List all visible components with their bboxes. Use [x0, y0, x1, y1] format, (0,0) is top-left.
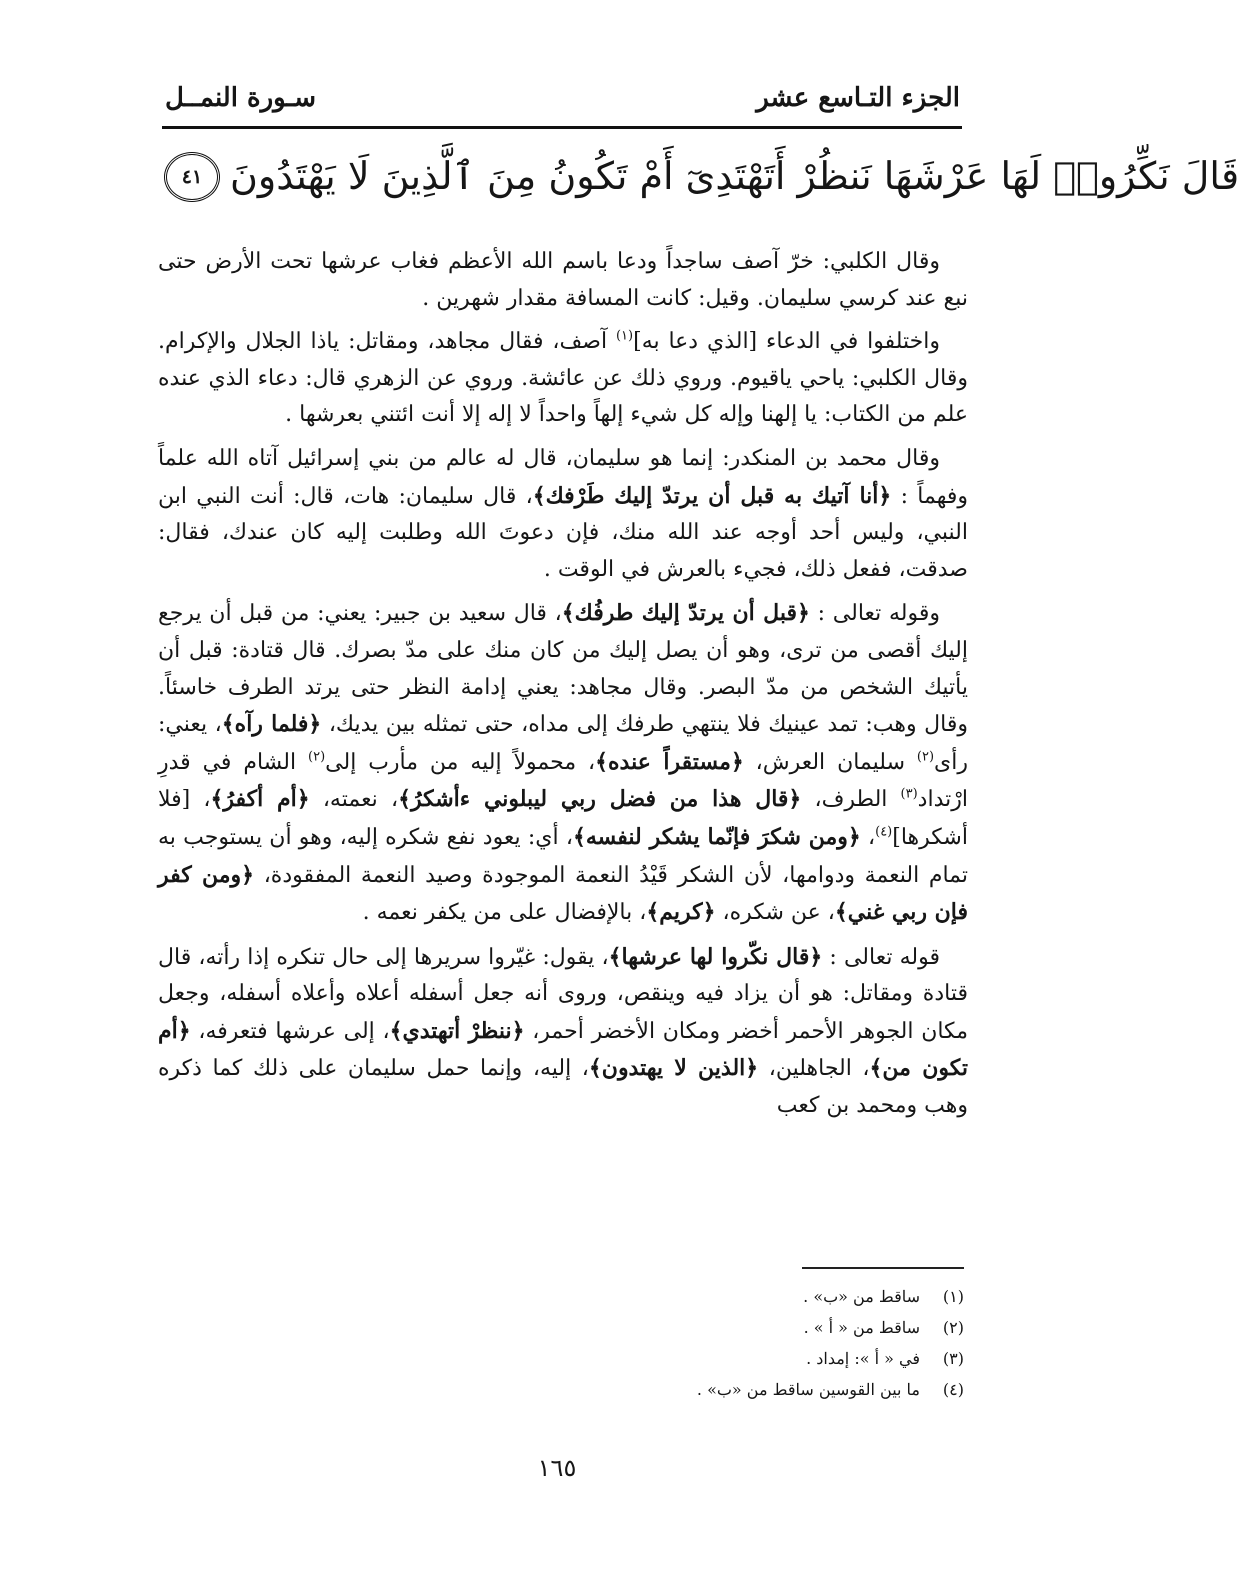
- body-paragraph: [158, 939, 968, 1125]
- footnote-ref: (٣): [900, 786, 918, 802]
- quran-quote: ﴿مستقراً عنده﴾: [595, 748, 744, 775]
- quran-quote: ﴿كريم﴾: [646, 899, 716, 926]
- page-header: [165, 74, 960, 122]
- body-text: الطرف،: [801, 787, 901, 813]
- footnote: [560, 1281, 964, 1312]
- body-text: سليمان العرش،: [743, 749, 917, 775]
- quran-quote: ﴿أم تكون من﴾: [158, 1017, 968, 1082]
- body-text: قوله تعالى :: [822, 944, 940, 970]
- footnote-ref: (٢): [308, 749, 326, 765]
- body-text: ، يعني: رأى: [158, 712, 969, 775]
- body-text: ، [فلا أشكرها]: [158, 787, 968, 850]
- body-text: ، أي: يعود نفع شكره إليه، وهو أن يستوجب به تمام النعمة ودوامها، لأن الشكر قَيْدُ النعمة الموجودة وصيد النعمة المفقودة،: [158, 824, 968, 888]
- quran-quote: ﴿الذين لا يهتدون﴾: [588, 1055, 759, 1082]
- body-text: الشام في قدرِ ارْتداد: [158, 749, 968, 813]
- footnote-number: (١): [942, 1287, 964, 1306]
- page-number: ١٦٥: [537, 1454, 577, 1482]
- footnote: [560, 1312, 964, 1343]
- verse-text: قَالَ نَكِّرُوا۟ لَهَا عَرْشَهَا نَنظُرْ أَتَهْتَدِىٓ أَمْ تَكُونُ مِنَ ٱلَّذِينَ لَا يَهْتَدُونَ: [230, 154, 1239, 199]
- body-text: ، يقول: غيّروا سريرها إلى حال تنكره إذا رأته، قال قتادة ومقاتل: هو أن يزاد فيه وينقص، وروى أنه جعل أسفله أعلاه وأعلاه أسفله، وجعل مكان الجوهر الأحمر أخضر ومكان الأخضر أحمر،: [158, 944, 968, 1044]
- footnote-text: ما بين القوسين ساقط من «ب» .: [696, 1380, 920, 1399]
- body-text: ، إليه، وإنما حمل سليمان على ذلك كما ذكره وهب ومحمد بن كعب: [158, 1056, 968, 1119]
- footnote: [560, 1343, 964, 1374]
- footnote-ref: (٢): [916, 749, 935, 765]
- body-text: وقوله تعالى :: [809, 601, 940, 627]
- footnote-rule: [802, 1267, 964, 1269]
- quran-quote: ﴿قال نكّروا لها عرشها﴾: [608, 943, 823, 970]
- footnote-ref: (١): [615, 328, 634, 344]
- body-text: واختلفوا في الدعاء [الذي دعا به]: [633, 329, 941, 355]
- body-text: ،: [860, 824, 876, 850]
- surah-title: سـورة النمــل: [165, 83, 317, 113]
- quran-quote: ﴿أم أكفرُ﴾: [210, 786, 310, 813]
- body-text: ، عن شكره،: [715, 900, 835, 926]
- footnote: [560, 1374, 964, 1405]
- footnote-text: ساقط من «ب» .: [803, 1287, 920, 1306]
- body-text: وقال الكلبي: خرّ آصف ساجداً ودعا باسم الله الأعظم فغاب عرشها تحت الأرض حتى نبع عند كرسي سليمان. وقيل: كانت المسافة مقدار شهرين .: [158, 249, 968, 311]
- quran-quote: ﴿قبل أن يرتدّ إليك طرفُك﴾: [561, 600, 810, 627]
- body-paragraph: [158, 441, 968, 588]
- footnote-ref: (٤): [875, 824, 893, 840]
- ayah-number-mark: ٤١: [164, 152, 220, 202]
- quran-verse: [158, 142, 1239, 212]
- quran-quote: ﴿قال هذا من فضل ربي ليبلوني ءأشكرُ﴾: [398, 786, 802, 813]
- body-text: ، نعمته،: [309, 787, 399, 813]
- header-rule: [162, 126, 962, 129]
- body-text: ، إلى عرشها فتعرفه،: [190, 1018, 390, 1044]
- quran-quote: ﴿ومن شكرَ فإنّما يشكر لنفسه﴾: [572, 823, 861, 850]
- footnotes: [560, 1281, 964, 1405]
- body-paragraph: [158, 244, 968, 317]
- footnote-text: ساقط من « أ » .: [803, 1318, 920, 1337]
- body-paragraph: [158, 324, 968, 434]
- body-text: وقال محمد بن المنكدر: إنما هو سليمان، قال له عالم من بني إسرائيل آتاه الله علماً وفهماً :: [158, 445, 968, 509]
- body-text: ، الجاهلين،: [758, 1056, 870, 1082]
- quran-quote: ﴿فلما رآه﴾: [221, 711, 322, 738]
- footnote-number: (٣): [942, 1349, 964, 1368]
- footnote-number: (٢): [942, 1318, 964, 1337]
- body-text: آصف، فقال مجاهد، ومقاتل: ياذا الجلال والإكرام. وقال الكلبي: ياحي ياقيوم. وروي ذلك عن عائشة. وروي عن الزهري قال: دعاء الذي عنده علم من الكتاب: يا إلهنا وإله كل شيء إلهاً واحداً لا إله إلا أنت ائتني بعرشها .: [158, 329, 968, 428]
- tafsir-body: [158, 244, 968, 1132]
- footnote-text: في « أ »: إمداد .: [806, 1349, 920, 1368]
- body-text: ، قال سليمان: هات، قال: أنت النبي ابن النبي، وليس أحد أوجه عند الله منك، فإن دعوتَ الله وطلبت إليه كان عندك، فقال: صدقت، ففعل ذلك، فجيء بالعرش في الوقت .: [158, 483, 968, 582]
- body-paragraph: [158, 595, 968, 931]
- body-text: ، محمولاً إليه من مأرب إلى: [325, 749, 596, 775]
- quran-quote: ﴿أنا آتيك به قبل أن يرتدّ إليك طَرْفك﴾: [532, 482, 892, 509]
- body-text: ، بالإفضال على من يكفر نعمه .: [362, 900, 647, 926]
- body-text: ، قال سعيد بن جبير: يعني: من قبل أن يرجع إليك أقصى من ترى، وهو أن يصل إليك من كان منك على مدّ بصرك. قال قتادة: قبل أن يأتيك الشخص من مدّ البصر. وقال مجاهد: يعني إدامة النظر حتى يرتد الطرف خاسئاً. وقال وهب: تمد عينيك فلا ينتهي طرفك إلى مداه، حتى تمثله بين يديك،: [158, 601, 968, 738]
- part-title: الجزء التـاسع عشر: [756, 83, 960, 113]
- quran-quote: ﴿ومن كفر فإن ربي غني﴾: [158, 861, 968, 926]
- quran-quote: ﴿ننظرْ أتهتدي﴾: [389, 1017, 525, 1044]
- footnote-number: (٤): [942, 1380, 964, 1399]
